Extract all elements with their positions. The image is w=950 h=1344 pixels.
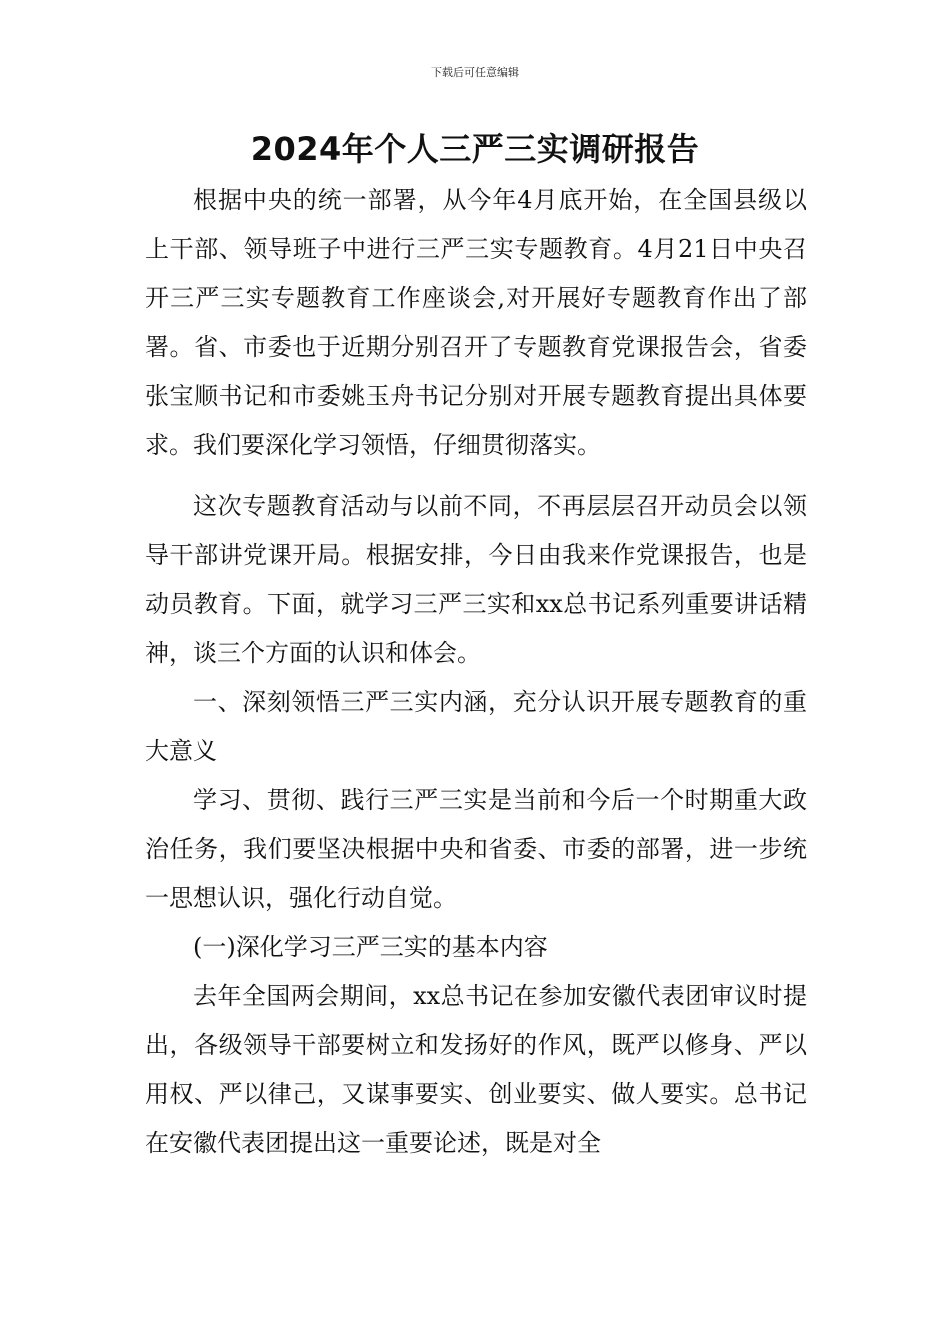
document-title: 2024年个人三严三实调研报告 [250,130,700,168]
paragraph: 根据中央的统一部署，从今年4月底开始，在全国县级以上干部、领导班子中进行三严三实专题教育。4月21日中央召开三严三实专题教育工作座谈会,对开展好专题教育作出了部署。省、市委也于近期分别召开了专题教育党课报告会，省委张宝顺书记和市委姚玉舟书记分别对开展专题教育提出具体要求。我们要深化学习领悟，仔细贯彻落实。 [145,186,807,459]
paragraph: 去年全国两会期间，xx总书记在参加安徽代表团审议时提出，各级领导干部要树立和发扬好的作风，既严以修身、严以用权、严以律己，又谋事要实、创业要实、做人要实。总书记在安徽代表团提出这一重要论述，既是对全 [145,982,807,1157]
subsection-heading: (一)深化学习三严三实的基本内容 [193,933,548,961]
paragraph: 学习、贯彻、践行三严三实是当前和今后一个时期重大政治任务，我们要坚决根据中央和省委、市委的部署，进一步统一思想认识，强化行动自觉。 [145,786,807,912]
document-body [145,176,807,1168]
page-header: 下载后可任意编辑 [431,66,519,79]
paragraph: 这次专题教育活动与以前不同，不再层层召开动员会以领导干部讲党课开局。根据安排，今日由我来作党课报告，也是动员教育。下面，就学习三严三实和xx总书记系列重要讲话精神，谈三个方面的认识和体会。 [145,492,807,667]
section-heading: 一、深刻领悟三严三实内涵，充分认识开展专题教育的重大意义 [145,688,807,765]
